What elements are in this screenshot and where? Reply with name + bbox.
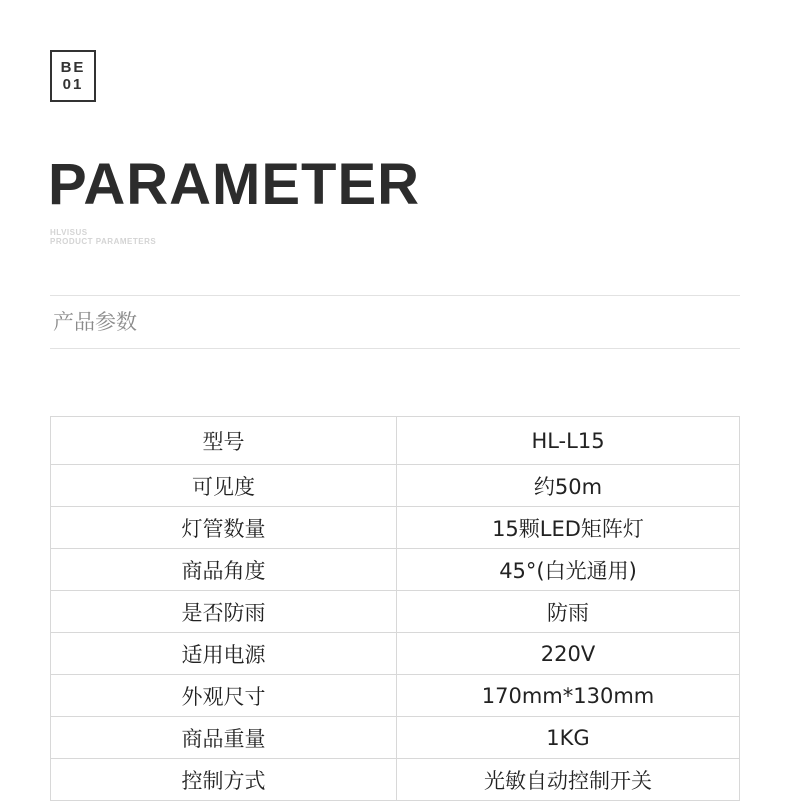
- param-value: 光敏自动控制开关: [397, 759, 740, 801]
- param-value: 1KG: [397, 717, 740, 759]
- page-subtitle: [50, 228, 156, 246]
- param-value: 45°(白光通用): [397, 549, 740, 591]
- param-label: 可见度: [51, 465, 397, 507]
- param-value: 220V: [397, 633, 740, 675]
- section-heading: 产品参数: [53, 310, 137, 334]
- param-label: 灯管数量: [51, 507, 397, 549]
- divider-bottom: [50, 348, 740, 349]
- param-value: 约50m: [397, 465, 740, 507]
- table-row: [51, 591, 740, 633]
- divider-top: [50, 295, 740, 296]
- param-value: 防雨: [397, 591, 740, 633]
- parameters-table: [50, 416, 740, 801]
- table-row: [51, 507, 740, 549]
- param-label: 控制方式: [51, 759, 397, 801]
- param-label: 商品重量: [51, 717, 397, 759]
- param-label: 适用电源: [51, 633, 397, 675]
- table-row: [51, 417, 740, 465]
- table-row: [51, 759, 740, 801]
- param-label: 商品角度: [51, 549, 397, 591]
- table-row: [51, 717, 740, 759]
- logo-line-1: BE: [60, 59, 86, 76]
- page-title: PARAMETER: [48, 152, 421, 217]
- table-row: [51, 633, 740, 675]
- table-row: [51, 549, 740, 591]
- table-row: [51, 675, 740, 717]
- param-label: 型号: [51, 417, 397, 465]
- param-value: HL-L15: [397, 417, 740, 465]
- param-value: 15颗LED矩阵灯: [397, 507, 740, 549]
- subtitle-brand: HLVISUS: [50, 228, 88, 237]
- logo-line-2: 01: [62, 76, 84, 93]
- brand-logo: [50, 50, 96, 102]
- param-label: 是否防雨: [51, 591, 397, 633]
- subtitle-caption: PRODUCT PARAMETERS: [50, 237, 157, 246]
- table-row: [51, 465, 740, 507]
- param-value: 170mm*130mm: [397, 675, 740, 717]
- param-label: 外观尺寸: [51, 675, 397, 717]
